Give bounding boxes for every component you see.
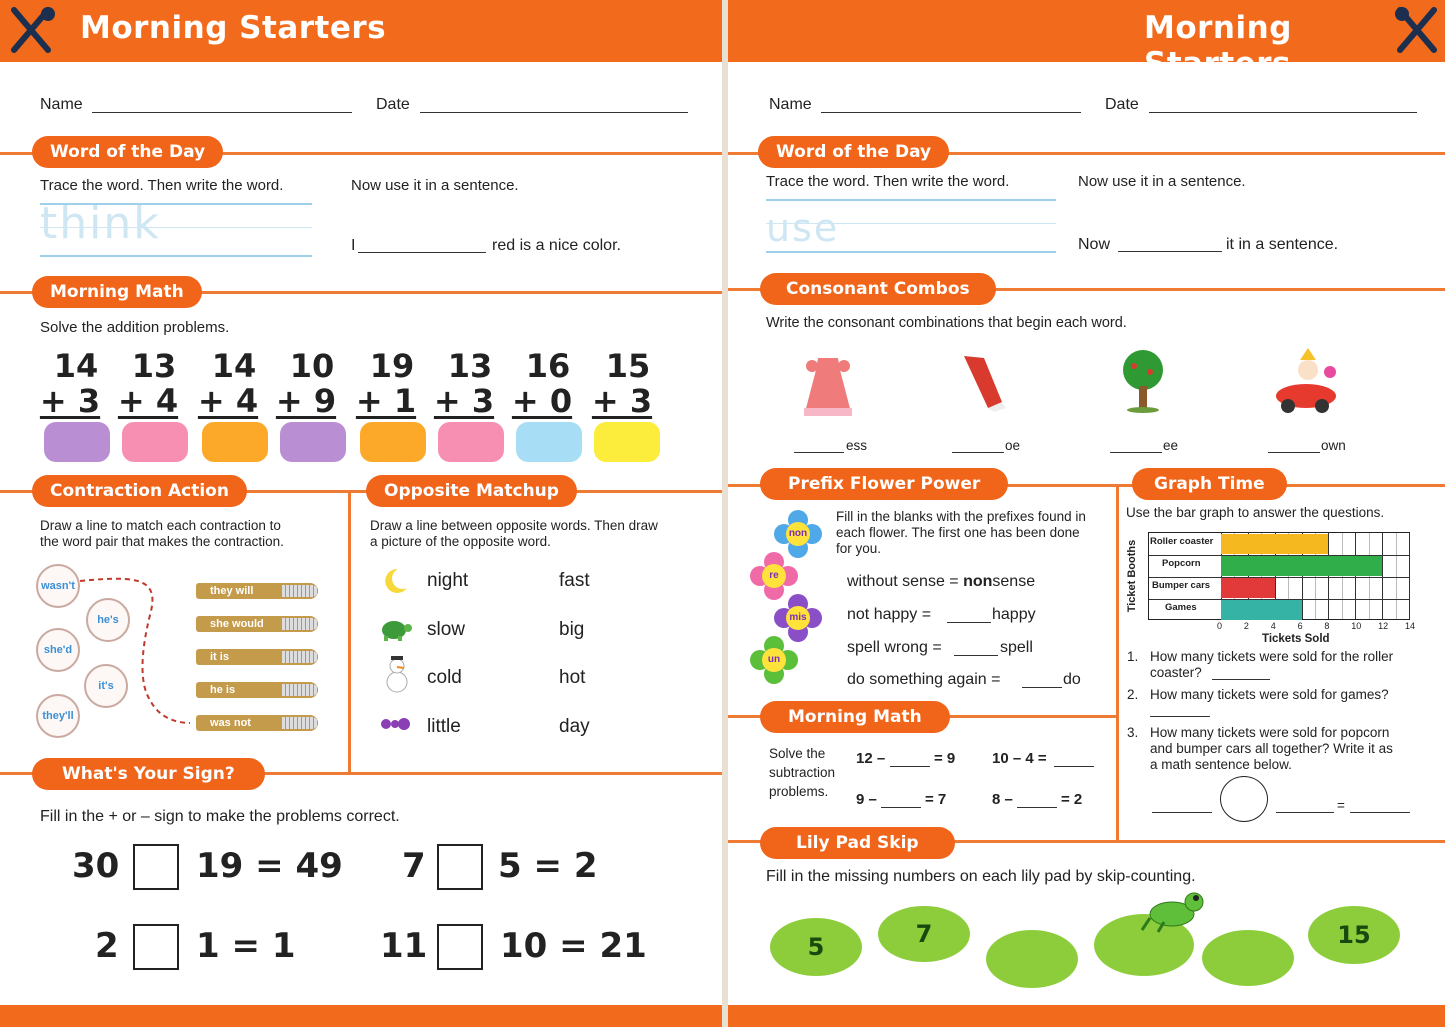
sentence-end: it in a sentence. xyxy=(1226,236,1339,253)
x-tick-label: 12 xyxy=(1378,621,1389,631)
graph-question: a math sentence below. xyxy=(1150,757,1292,772)
flower-prefix: un xyxy=(762,648,786,672)
sign-answer-box[interactable] xyxy=(133,924,179,970)
fork-spoon-icon xyxy=(1394,6,1442,56)
addend-bottom: + 3 xyxy=(433,382,495,420)
opposite-left-word[interactable]: slow xyxy=(427,619,466,640)
subtraction-result: = 9 xyxy=(934,750,956,767)
sign-instruction: Fill in the + or – sign to make the problems correct. xyxy=(40,808,400,825)
prefix-instruction: for you. xyxy=(836,541,882,556)
opposite-instruction: a picture of the opposite word. xyxy=(370,534,551,549)
baseball-contraction[interactable]: she'd xyxy=(36,628,80,672)
subtraction-blank[interactable] xyxy=(881,807,921,808)
graph-question: How many tickets were sold for games? xyxy=(1150,687,1389,702)
cat-label-1: Popcorn xyxy=(1162,558,1201,569)
bar-popcorn xyxy=(1221,556,1382,576)
sentence-start: I xyxy=(351,237,356,254)
answer-blank[interactable] xyxy=(1150,716,1210,717)
subtraction-problem: 9 – xyxy=(856,791,877,808)
left-footer-bar xyxy=(0,1005,722,1027)
name-field[interactable] xyxy=(821,112,1081,113)
page-title-right: Morning Starters xyxy=(1144,10,1292,82)
moon-icon xyxy=(380,566,410,596)
trace-line-bottom xyxy=(40,255,312,257)
opposite-right-word[interactable]: big xyxy=(559,619,585,640)
answer-box[interactable] xyxy=(594,422,660,462)
addend-bottom: + 3 xyxy=(39,382,101,420)
trace-word: think xyxy=(40,198,161,249)
question-number: 1. xyxy=(1127,649,1139,664)
x-tick-label: 4 xyxy=(1270,621,1276,631)
lily-pad[interactable]: 7 xyxy=(878,906,970,962)
answer-box[interactable] xyxy=(438,422,504,462)
addend-top: 13 xyxy=(131,347,177,385)
section-title-prefix: Prefix Flower Power xyxy=(760,468,1008,500)
equation-number: 11 xyxy=(380,926,428,966)
name-label: Name xyxy=(40,96,83,113)
flower-prefix: re xyxy=(762,564,786,588)
dress-icon xyxy=(800,356,856,420)
baseball-contraction[interactable]: he's xyxy=(86,598,130,642)
prefix-root: happy xyxy=(992,606,1036,623)
sentence-blank[interactable] xyxy=(358,252,486,253)
word-ending: oe xyxy=(1005,438,1021,453)
trace-instruction: Trace the word. Then write the word. xyxy=(766,173,1010,190)
grid-line xyxy=(1355,533,1356,619)
math-instruction: Solve the addition problems. xyxy=(40,319,230,336)
date-field[interactable] xyxy=(420,112,688,113)
addend-bottom: + 3 xyxy=(591,382,653,420)
addend-top: 19 xyxy=(369,347,415,385)
consonant-blank[interactable] xyxy=(952,452,1004,453)
equation-rest: 19 = 49 xyxy=(196,846,343,886)
addend-bottom: + 4 xyxy=(117,382,179,420)
lily-pad[interactable]: 15 xyxy=(1308,906,1400,964)
prefix-flower xyxy=(750,552,798,600)
consonant-instruction: Write the consonant combinations that begin each word. xyxy=(766,315,1127,331)
consonant-blank[interactable] xyxy=(1110,452,1162,453)
clown-car-icon xyxy=(1270,344,1346,416)
section-title-contraction: Contraction Action xyxy=(32,475,247,507)
bar-games xyxy=(1221,600,1302,620)
consonant-blank[interactable] xyxy=(1268,452,1320,453)
grid-line xyxy=(1369,533,1370,619)
sentence-instruction: Now use it in a sentence. xyxy=(1078,173,1246,190)
grid-line xyxy=(1328,533,1329,619)
math-sentence-blank[interactable] xyxy=(1350,812,1410,813)
date-field[interactable] xyxy=(1149,112,1417,113)
equation-rest: 1 = 1 xyxy=(196,926,296,966)
cat-label-3: Games xyxy=(1165,602,1197,613)
baseball-contraction[interactable]: wasn't xyxy=(36,564,80,608)
answer-box[interactable] xyxy=(280,422,346,462)
graph-question: How many tickets were sold for the roller xyxy=(1150,649,1394,664)
lily-pad[interactable] xyxy=(1202,930,1294,986)
operator-circle[interactable] xyxy=(1220,776,1268,822)
shoe-icon xyxy=(958,350,1010,414)
addend-top: 10 xyxy=(289,347,335,385)
divider-vertical xyxy=(1116,484,1119,840)
lily-pad[interactable] xyxy=(986,930,1078,988)
bat-word-pair[interactable]: he is xyxy=(196,682,318,698)
prefix-question: do something again = xyxy=(847,671,1001,688)
graph-instruction: Use the bar graph to answer the questions. xyxy=(1126,505,1385,520)
graph-question: coaster? xyxy=(1150,665,1202,680)
equation-number: 7 xyxy=(402,846,426,886)
baseball-contraction[interactable]: it's xyxy=(84,664,128,708)
grid-line xyxy=(1396,533,1397,619)
prefix-blank[interactable] xyxy=(947,622,991,623)
bar-bumper-cars xyxy=(1221,578,1275,598)
date-label: Date xyxy=(1105,96,1139,113)
sign-answer-box[interactable] xyxy=(437,924,483,970)
contraction-instruction: Draw a line to match each contraction to xyxy=(40,518,281,533)
name-field[interactable] xyxy=(92,112,352,113)
x-tick-label: 0 xyxy=(1217,621,1223,631)
sign-answer-box[interactable] xyxy=(133,844,179,890)
answer-box[interactable] xyxy=(516,422,582,462)
baseball-contraction[interactable]: they'll xyxy=(36,694,80,738)
answer-box[interactable] xyxy=(202,422,268,462)
subtraction-blank[interactable] xyxy=(890,766,930,767)
prefix-example xyxy=(847,573,1035,591)
prefix-instruction: Fill in the blanks with the prefixes found in xyxy=(836,509,1086,524)
addend-bottom: + 0 xyxy=(511,382,573,420)
equation-number: 30 xyxy=(72,846,120,886)
cat-label-0: Roller coaster xyxy=(1150,536,1214,547)
lily-instruction: Fill in the missing numbers on each lily pad by skip-counting. xyxy=(766,868,1196,885)
section-title-consonant: Consonant Combos xyxy=(760,273,996,305)
math-sentence-blank[interactable] xyxy=(1152,812,1212,813)
answer-box[interactable] xyxy=(122,422,188,462)
cat-label-2: Bumper cars xyxy=(1152,580,1211,591)
section-title-graph: Graph Time xyxy=(1132,468,1287,500)
flower-prefix: non xyxy=(786,522,810,546)
x-tick-label: 6 xyxy=(1297,621,1303,631)
addend-top: 14 xyxy=(211,347,257,385)
right-header-bar xyxy=(728,0,1445,82)
bat-word-pair[interactable]: she would xyxy=(196,616,318,632)
equation-rest: 5 = 2 xyxy=(498,846,598,886)
math-instruction: Solve the xyxy=(769,746,826,761)
equals-sign: = xyxy=(1337,798,1345,813)
x-tick-label: 2 xyxy=(1243,621,1249,631)
equation-rest: 10 = 21 xyxy=(500,926,647,966)
sentence-start: Now xyxy=(1078,236,1111,253)
section-title-opposite: Opposite Matchup xyxy=(366,475,577,507)
snowman-icon xyxy=(380,654,414,694)
subtraction-problem: 8 – xyxy=(992,791,1013,808)
sign-answer-box[interactable] xyxy=(437,844,483,890)
equation-number: 2 xyxy=(95,926,119,966)
prefix-question: spell wrong = xyxy=(847,639,942,656)
bat-word-pair[interactable]: they will xyxy=(196,583,318,599)
divider-vertical xyxy=(348,490,351,772)
prefix-flower xyxy=(774,510,822,558)
addend-top: 15 xyxy=(605,347,651,385)
prefix-question: not happy = xyxy=(847,606,932,623)
xlabel: Tickets Sold xyxy=(1262,633,1330,645)
date-label: Date xyxy=(376,96,410,113)
prefix-flower xyxy=(774,594,822,642)
opposite-instruction: Draw a line between opposite words. Then draw xyxy=(370,518,658,533)
answer-blank[interactable] xyxy=(1212,679,1270,680)
graph-question: How many tickets were sold for popcorn xyxy=(1150,725,1390,740)
opposite-left-word[interactable]: cold xyxy=(427,667,462,688)
trace-instruction: Trace the word. Then write the word. xyxy=(40,177,284,194)
subtraction-blank[interactable] xyxy=(1054,766,1094,767)
addend-top: 13 xyxy=(447,347,493,385)
bat-word-pair[interactable]: was not xyxy=(196,715,318,731)
prefix-example-text: without sense = xyxy=(847,573,964,590)
prefix-instruction: each flower. The first one has been done xyxy=(836,525,1080,540)
addend-top: 16 xyxy=(525,347,571,385)
answer-box[interactable] xyxy=(44,422,110,462)
grid-line xyxy=(1382,533,1383,619)
trace-word: use xyxy=(766,206,840,250)
addend-bottom: + 9 xyxy=(275,382,337,420)
sentence-instruction: Now use it in a sentence. xyxy=(351,177,519,194)
bar-roller-coaster xyxy=(1221,534,1328,554)
subtraction-result: = 7 xyxy=(925,791,947,808)
prefix-flower xyxy=(750,636,798,684)
word-ending: ee xyxy=(1163,438,1179,453)
math-instruction: problems. xyxy=(769,784,829,799)
prefix-example-root: sense xyxy=(992,573,1036,590)
fork-spoon-icon xyxy=(8,6,56,56)
question-number: 3. xyxy=(1127,725,1139,740)
frog-icon xyxy=(1140,888,1210,934)
trace-line-top xyxy=(766,199,1056,201)
math-instruction: subtraction xyxy=(769,765,836,780)
word-ending: ess xyxy=(846,438,868,453)
ylabel: Ticket Booths xyxy=(1126,539,1138,613)
section-title-morning-math: Morning Math xyxy=(760,701,950,733)
name-label: Name xyxy=(769,96,812,113)
prefix-blank[interactable] xyxy=(954,655,998,656)
answer-box[interactable] xyxy=(360,422,426,462)
addend-bottom: + 4 xyxy=(197,382,259,420)
section-title-word-of-day: Word of the Day xyxy=(758,136,949,168)
opposite-left-word[interactable]: night xyxy=(427,570,469,591)
opposite-right-word[interactable]: hot xyxy=(559,667,586,688)
subtraction-blank[interactable] xyxy=(1017,807,1057,808)
consonant-blank[interactable] xyxy=(794,452,844,453)
word-ending: own xyxy=(1321,438,1346,453)
section-title-morning-math: Morning Math xyxy=(32,276,202,308)
page-title-left: Morning Starters xyxy=(80,10,387,46)
prefix-root: spell xyxy=(1000,639,1033,656)
subtraction-result: = 2 xyxy=(1061,791,1083,808)
grid-line xyxy=(1409,533,1410,619)
question-number: 2. xyxy=(1127,687,1139,702)
x-tick-label: 8 xyxy=(1324,621,1330,631)
sentence-end: red is a nice color. xyxy=(492,237,621,254)
tree-icon xyxy=(1116,348,1170,414)
turtle-icon xyxy=(376,616,414,642)
x-tick-label: 10 xyxy=(1351,621,1362,631)
x-tick-label: 14 xyxy=(1405,621,1416,631)
subtraction-problem: 10 – 4 = xyxy=(992,750,1047,767)
section-title-lily: Lily Pad Skip xyxy=(760,827,955,859)
subtraction-problem: 12 – xyxy=(856,750,886,767)
sentence-blank[interactable] xyxy=(1118,251,1222,252)
prefix-blank[interactable] xyxy=(1022,687,1062,688)
bat-word-pair[interactable]: it is xyxy=(196,649,318,665)
trace-line-bottom xyxy=(766,251,1056,253)
opposite-right-word[interactable]: fast xyxy=(559,570,590,591)
math-sentence-blank[interactable] xyxy=(1276,812,1334,813)
section-title-sign: What's Your Sign? xyxy=(32,758,265,790)
lily-pad[interactable]: 5 xyxy=(770,918,862,976)
prefix-root: do xyxy=(1063,671,1081,688)
opposite-right-word[interactable]: day xyxy=(559,716,590,737)
ant-icon xyxy=(378,714,412,734)
prefix-example-answer: non xyxy=(963,573,993,590)
addend-top: 14 xyxy=(53,347,99,385)
grid-line xyxy=(1342,533,1343,619)
right-footer-bar xyxy=(728,1005,1445,1027)
addend-bottom: + 1 xyxy=(355,382,417,420)
left-header-bar xyxy=(0,0,722,62)
graph-question: and bumper cars all together? Write it as xyxy=(1150,741,1393,756)
section-title-word-of-day: Word of the Day xyxy=(32,136,223,168)
opposite-left-word[interactable]: little xyxy=(427,716,461,737)
contraction-instruction: the word pair that makes the contraction. xyxy=(40,534,284,549)
flower-prefix: mis xyxy=(786,606,810,630)
